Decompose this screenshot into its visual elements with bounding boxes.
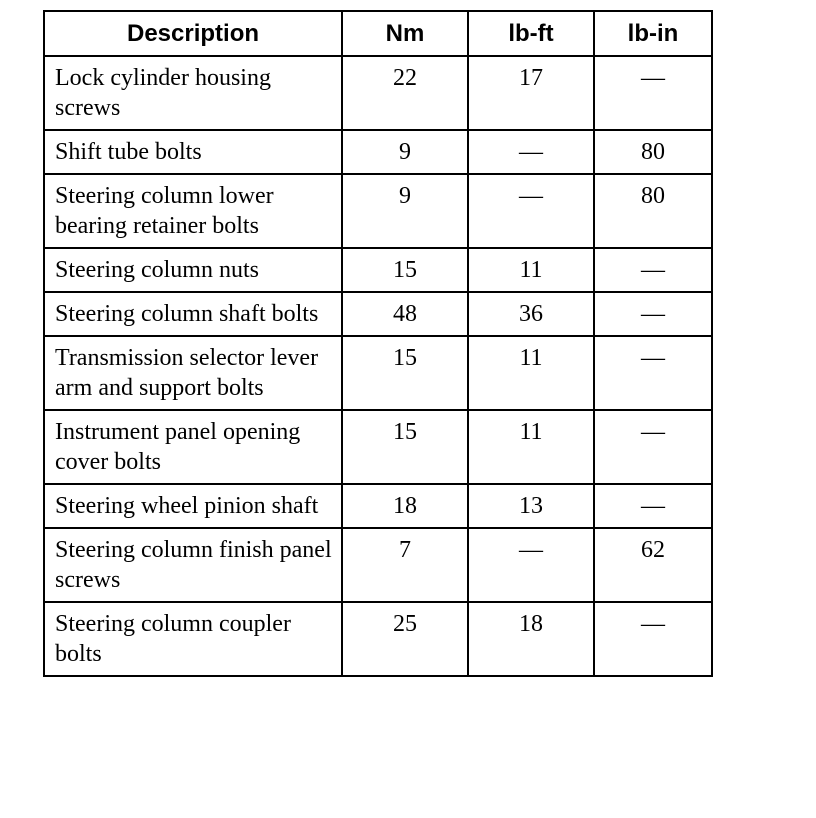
description-cell: Shift tube bolts: [44, 130, 342, 174]
description-cell: Steering column finish panel screws: [44, 528, 342, 602]
nm-cell: 18: [342, 484, 468, 528]
lb-in-cell: —: [594, 602, 712, 676]
lb-ft-cell: 11: [468, 410, 594, 484]
lb-in-cell: —: [594, 484, 712, 528]
table-row: [44, 174, 712, 248]
lb-in-cell: —: [594, 56, 712, 130]
description-cell: Steering column coupler bolts: [44, 602, 342, 676]
lb-in-cell: —: [594, 336, 712, 410]
nm-cell: 9: [342, 130, 468, 174]
header-description: Description: [44, 11, 342, 56]
lb-in-cell: —: [594, 410, 712, 484]
lb-ft-cell: 17: [468, 56, 594, 130]
table-row: [44, 292, 712, 336]
lb-ft-cell: 36: [468, 292, 594, 336]
table-row: [44, 410, 712, 484]
table-row: [44, 528, 712, 602]
description-cell: Instrument panel opening cover bolts: [44, 410, 342, 484]
nm-cell: 15: [342, 410, 468, 484]
description-cell: Transmission selector lever arm and support bolts: [44, 336, 342, 410]
header-nm: Nm: [342, 11, 468, 56]
description-cell: Steering column lower bearing retainer bolts: [44, 174, 342, 248]
nm-cell: 48: [342, 292, 468, 336]
lb-in-cell: 80: [594, 130, 712, 174]
table-row: [44, 56, 712, 130]
lb-ft-cell: 18: [468, 602, 594, 676]
lb-ft-cell: —: [468, 130, 594, 174]
description-cell: Steering column nuts: [44, 248, 342, 292]
table-row: [44, 336, 712, 410]
torque-spec-table: [43, 10, 713, 677]
nm-cell: 25: [342, 602, 468, 676]
lb-ft-cell: 13: [468, 484, 594, 528]
description-cell: Steering wheel pinion shaft: [44, 484, 342, 528]
lb-in-cell: 62: [594, 528, 712, 602]
nm-cell: 22: [342, 56, 468, 130]
lb-in-cell: —: [594, 248, 712, 292]
table-row: [44, 130, 712, 174]
header-row: [44, 11, 712, 56]
lb-ft-cell: —: [468, 528, 594, 602]
lb-in-cell: 80: [594, 174, 712, 248]
lb-ft-cell: 11: [468, 248, 594, 292]
table-row: [44, 484, 712, 528]
table-row: [44, 248, 712, 292]
nm-cell: 15: [342, 248, 468, 292]
description-cell: Steering column shaft bolts: [44, 292, 342, 336]
nm-cell: 9: [342, 174, 468, 248]
table-row: [44, 602, 712, 676]
nm-cell: 15: [342, 336, 468, 410]
header-lb-in: lb-in: [594, 11, 712, 56]
lb-ft-cell: —: [468, 174, 594, 248]
nm-cell: 7: [342, 528, 468, 602]
lb-in-cell: —: [594, 292, 712, 336]
header-lb-ft: lb-ft: [468, 11, 594, 56]
lb-ft-cell: 11: [468, 336, 594, 410]
description-cell: Lock cylinder housing screws: [44, 56, 342, 130]
